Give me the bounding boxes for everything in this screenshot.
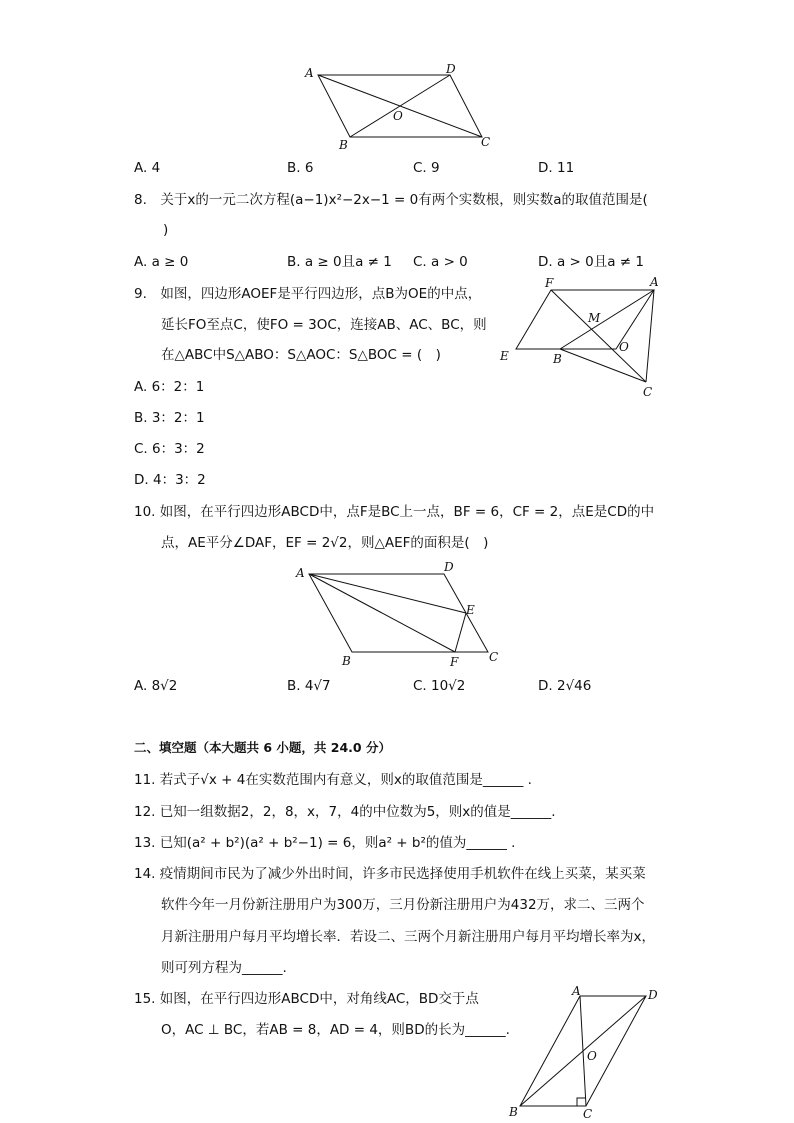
q10-label-D: D bbox=[444, 560, 454, 574]
q9-question-line3: 在△ABC中S△ABO：S△AOC：S△BOC = ( ) bbox=[161, 347, 441, 363]
q7-label-O: O bbox=[393, 109, 403, 123]
q10-option-b: B. 4√7 bbox=[287, 678, 331, 694]
q7-option-b: B. 6 bbox=[287, 160, 314, 176]
q10-label-F: F bbox=[450, 655, 459, 669]
q8-option-d: D. a > 0且a ≠ 1 bbox=[538, 254, 644, 270]
q14-question-line1: 14. 疫情期间市民为了减少外出时间，许多市民选择使用手机软件在线上买菜，某买菜 bbox=[134, 866, 646, 882]
q10-label-E: E bbox=[466, 603, 475, 617]
q7-label-B: B bbox=[339, 138, 348, 152]
q13-question: 13. 已知(a² + b²)(a² + b²−1) = 6，则a² + b²的值为______ . bbox=[134, 835, 516, 851]
q7-label-A: A bbox=[305, 66, 314, 80]
q10-label-C: C bbox=[489, 650, 499, 664]
q14-question-line2: 软件今年一月份新注册用户为300万，三月份新注册用户为432万，求二、三两个 bbox=[161, 897, 645, 913]
q9-option-d: D. 4：3：2 bbox=[134, 472, 206, 488]
q9-option-a: A. 6：2：1 bbox=[134, 379, 205, 395]
q7-option-c: C. 9 bbox=[413, 160, 440, 176]
q9-label-O: O bbox=[619, 340, 629, 354]
q9-label-B: B bbox=[553, 352, 562, 366]
q11-question: 11. 若式子√x + 4在实数范围内有意义，则x的取值范围是______ . bbox=[134, 772, 532, 788]
q9-label-M: M bbox=[588, 311, 601, 325]
q10-option-d: D. 2√46 bbox=[538, 678, 592, 694]
q9-question-line1: 9. 如图，四边形AOEF是平行四边形，点B为OE的中点， bbox=[134, 286, 482, 302]
q9-label-A: A bbox=[650, 275, 659, 289]
q9-option-b: B. 3：2：1 bbox=[134, 410, 205, 426]
q7-option-d: D. 11 bbox=[538, 160, 575, 176]
q14-question-line3: 月新注册用户每月平均增长率．若设二、三两个月新注册用户每月平均增长率为x， bbox=[161, 929, 655, 945]
q15-label-C: C bbox=[583, 1107, 593, 1121]
q10-question-line2: 点，AE平分∠DAF，EF = 2√2，则△AEF的面积是( ) bbox=[161, 535, 489, 551]
q9-label-E: E bbox=[500, 349, 509, 363]
q9-label-C: C bbox=[643, 385, 653, 399]
q10-label-B: B bbox=[342, 654, 351, 668]
q10-label-A: A bbox=[296, 566, 305, 580]
q7-label-D: D bbox=[446, 62, 456, 76]
q10-question-line1: 10. 如图，在平行四边形ABCD中，点F是BC上一点，BF = 6，CF = 2，点E是CD的中 bbox=[134, 504, 655, 520]
q10-option-c: C. 10√2 bbox=[413, 678, 466, 694]
q15-label-A: A bbox=[572, 984, 581, 998]
q15-label-B: B bbox=[509, 1105, 518, 1119]
q8-question-line1: 8. 关于x的一元二次方程(a−1)x²−2x−1 = 0有两个实数根，则实数a的取值范围是( bbox=[134, 192, 648, 208]
q7-option-a: A. 4 bbox=[134, 160, 161, 176]
q12-question: 12. 已知一组数据2，2，8，x，7，4的中位数为5，则x的值是______. bbox=[134, 804, 556, 820]
q9-option-c: C. 6：3：2 bbox=[134, 441, 205, 457]
q15-question-line2: O，AC ⊥ BC，若AB = 8，AD = 4，则BD的长为______. bbox=[161, 1022, 510, 1038]
section-heading: 二、填空题（本大题共 6 小题，共 24.0 分） bbox=[134, 740, 391, 755]
q7-label-C: C bbox=[481, 135, 491, 149]
q15-question-line1: 15. 如图，在平行四边形ABCD中，对角线AC，BD交于点 bbox=[134, 991, 479, 1007]
q15-label-D: D bbox=[648, 988, 658, 1002]
q14-question-line4: 则可列方程为______. bbox=[161, 960, 287, 976]
q9-question-line2: 延长FO至点C，使FO = 3OC，连接AB、AC、BC，则 bbox=[161, 317, 487, 333]
q10-option-a: A. 8√2 bbox=[134, 678, 178, 694]
q8-option-a: A. a ≥ 0 bbox=[134, 254, 189, 270]
q8-question-line2: ) bbox=[163, 222, 169, 238]
q8-option-b: B. a ≥ 0且a ≠ 1 bbox=[287, 254, 392, 270]
q8-option-c: C. a > 0 bbox=[413, 254, 468, 270]
q9-label-F: F bbox=[545, 276, 554, 290]
q15-label-O: O bbox=[587, 1049, 597, 1063]
